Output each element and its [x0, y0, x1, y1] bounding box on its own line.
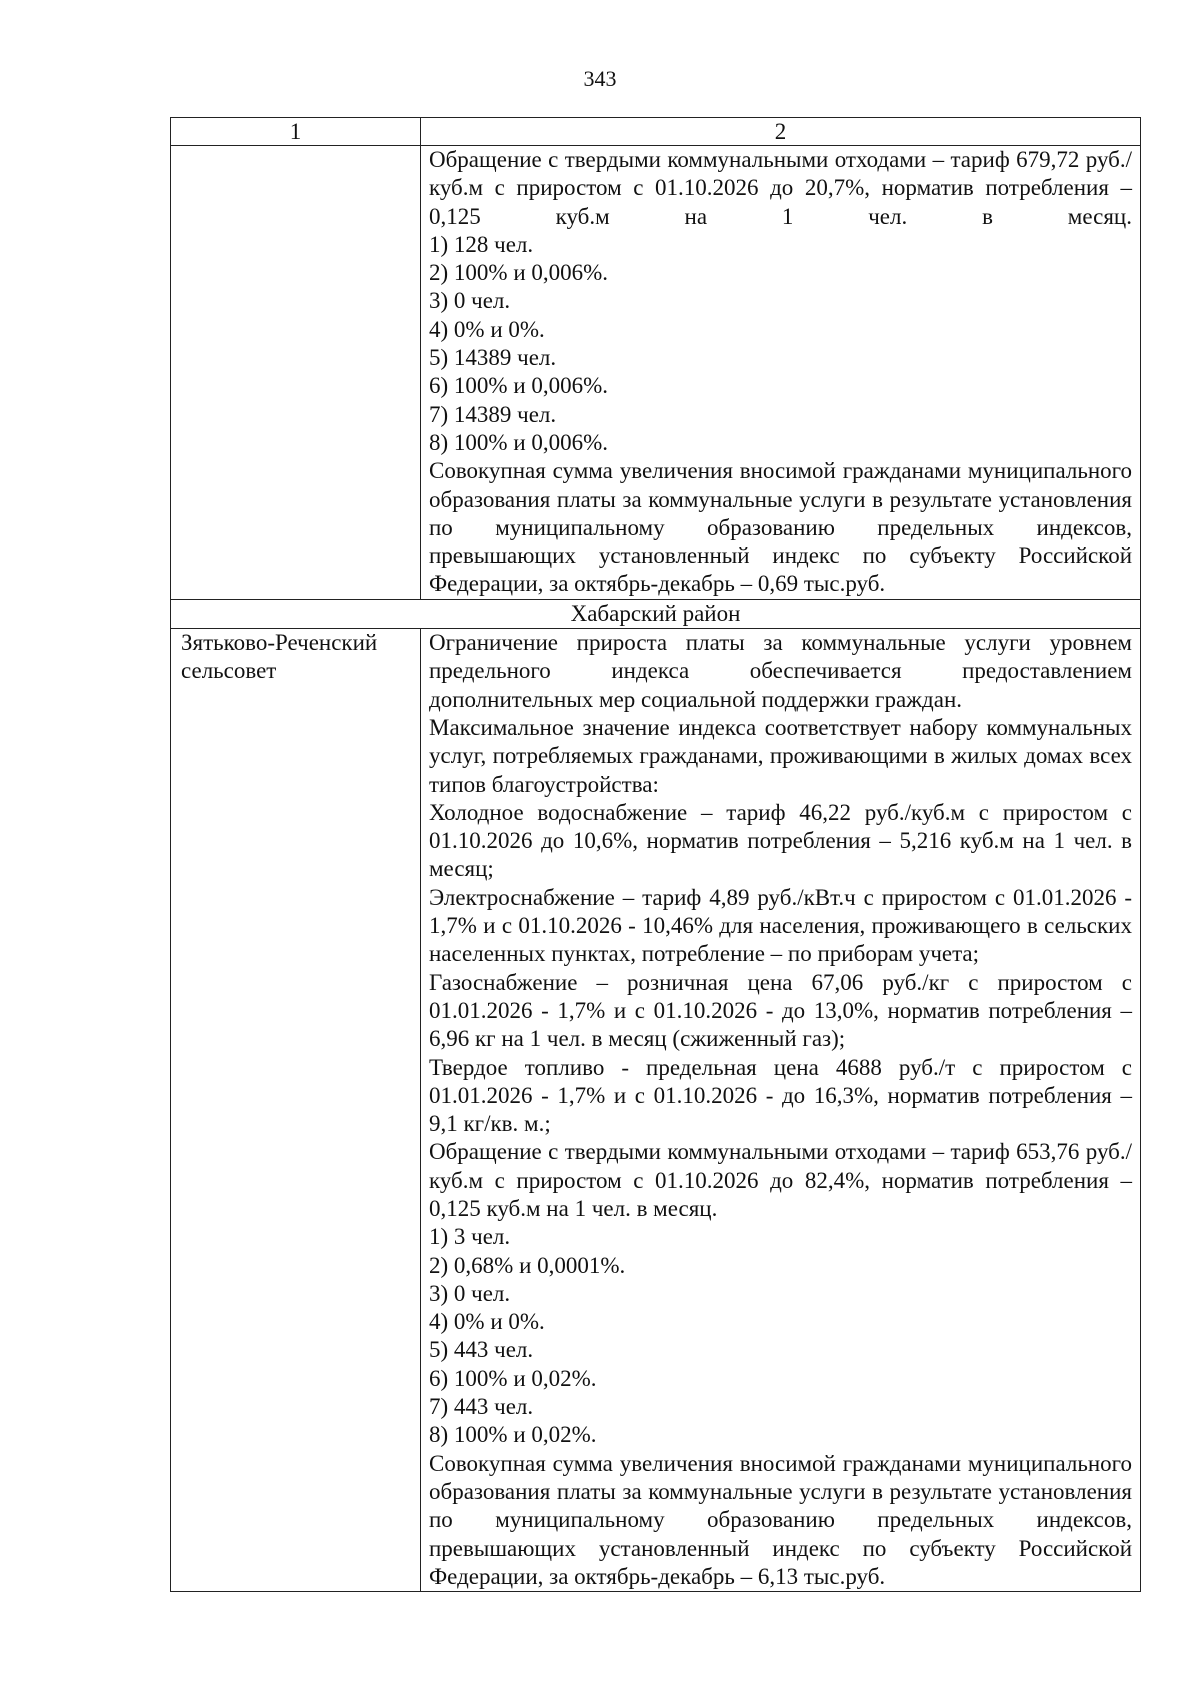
description-cell: [421, 146, 1141, 600]
list-item: 8) 100% и 0,02%.: [429, 1422, 597, 1448]
list-item: 3) 0 чел.: [429, 1280, 511, 1306]
list-item: 4) 0% и 0%.: [429, 316, 545, 342]
tariff-table: [170, 117, 1141, 1592]
column-header-2: 2: [421, 118, 1141, 146]
paragraph: Обращение с твердыми коммунальными отходами – тариф 653,76 руб./куб.м с приростом с 01.10.2026 до 82,4%, норматив потребления – 0,125 куб.м на 1 чел. в месяц.: [429, 1139, 1132, 1221]
list-item: 3) 0 чел.: [429, 288, 511, 314]
list-item: 4) 0% и 0%.: [429, 1309, 545, 1335]
column-header-1: 1: [171, 118, 421, 146]
paragraph: Электроснабжение – тариф 4,89 руб./кВт.ч с приростом с 01.01.2026 - 1,7% и с 01.10.2026 - 10,46% для населения, проживающего в сельских населенных пунктах, потребление – по приборам учета;: [429, 884, 1132, 967]
list-item: 6) 100% и 0,006%.: [429, 373, 609, 399]
paragraph: Обращение с твердыми коммунальными отходами – тариф 679,72 руб./куб.м с приростом с 01.10.2026 до 20,7%, норматив потребления – 0,125 куб.м на 1 чел. в месяц.: [429, 147, 1132, 229]
table-header-row: [171, 118, 1141, 146]
paragraph: Газоснабжение – розничная цена 67,06 руб./кг с приростом с 01.01.2026 - 1,7% и с 01.10.2026 - до 13,0%, норматив потребления – 6,96 кг на 1 чел. в месяц (сжиженный газ);: [429, 969, 1132, 1052]
municipality-cell: [171, 146, 421, 600]
paragraph: Твердое топливо - предельная цена 4688 руб./т с приростом с 01.01.2026 - 1,7% и с 01.10.2026 - до 16,3%, норматив потребления – 9,1 кг/кв. м.;: [429, 1054, 1132, 1137]
list-item: 7) 443 чел.: [429, 1394, 534, 1420]
list-item: 5) 14389 чел.: [429, 345, 557, 371]
region-title: Хабарский район: [171, 599, 1141, 628]
list-item: 1) 128 чел.: [429, 231, 534, 257]
summary-paragraph: Совокупная сумма увеличения вносимой гражданами муниципального образования платы за коммунальные услуги в результате установления по муниципальному образованию предельных индексов, превышающих установленный индекс по субъекту Российской Федерации, за октябрь-декабрь – 0,69 тыс.руб.: [429, 458, 1132, 597]
list-item: 8) 100% и 0,006%.: [429, 429, 609, 455]
list-item: 2) 100% и 0,006%.: [429, 260, 609, 286]
table-row: [171, 629, 1141, 1592]
region-row: [171, 599, 1141, 628]
list-item: 7) 14389 чел.: [429, 401, 557, 427]
paragraph: Ограничение прироста платы за коммунальные услуги уровнем предельного индекса обеспечивается предоставлением дополнительных мер социальной поддержки граждан.: [429, 630, 1132, 712]
municipality-cell: Зятьково-Реченский сельсовет: [171, 629, 421, 1592]
summary-paragraph: Совокупная сумма увеличения вносимой гражданами муниципального образования платы за коммунальные услуги в результате установления по муниципальному образованию предельных индексов, превышающих установленный индекс по субъекту Российской Федерации, за октябрь-декабрь – 6,13 тыс.руб.: [429, 1450, 1132, 1589]
page-number: 343: [583, 66, 617, 91]
list-item: 1) 3 чел.: [429, 1224, 511, 1250]
table-row: [171, 146, 1141, 600]
paragraph: Максимальное значение индекса соответствует набору коммунальных услуг, потребляемых гражданами, проживающими в жилых домах всех типов благоустройства:: [429, 714, 1132, 797]
list-item: 5) 443 чел.: [429, 1337, 534, 1363]
list-item: 6) 100% и 0,02%.: [429, 1365, 597, 1391]
list-item: 2) 0,68% и 0,0001%.: [429, 1252, 626, 1278]
description-cell: [421, 629, 1141, 1592]
paragraph: Холодное водоснабжение – тариф 46,22 руб./куб.м с приростом с 01.10.2026 до 10,6%, норматив потребления – 5,216 куб.м на 1 чел. в месяц;: [429, 799, 1132, 882]
